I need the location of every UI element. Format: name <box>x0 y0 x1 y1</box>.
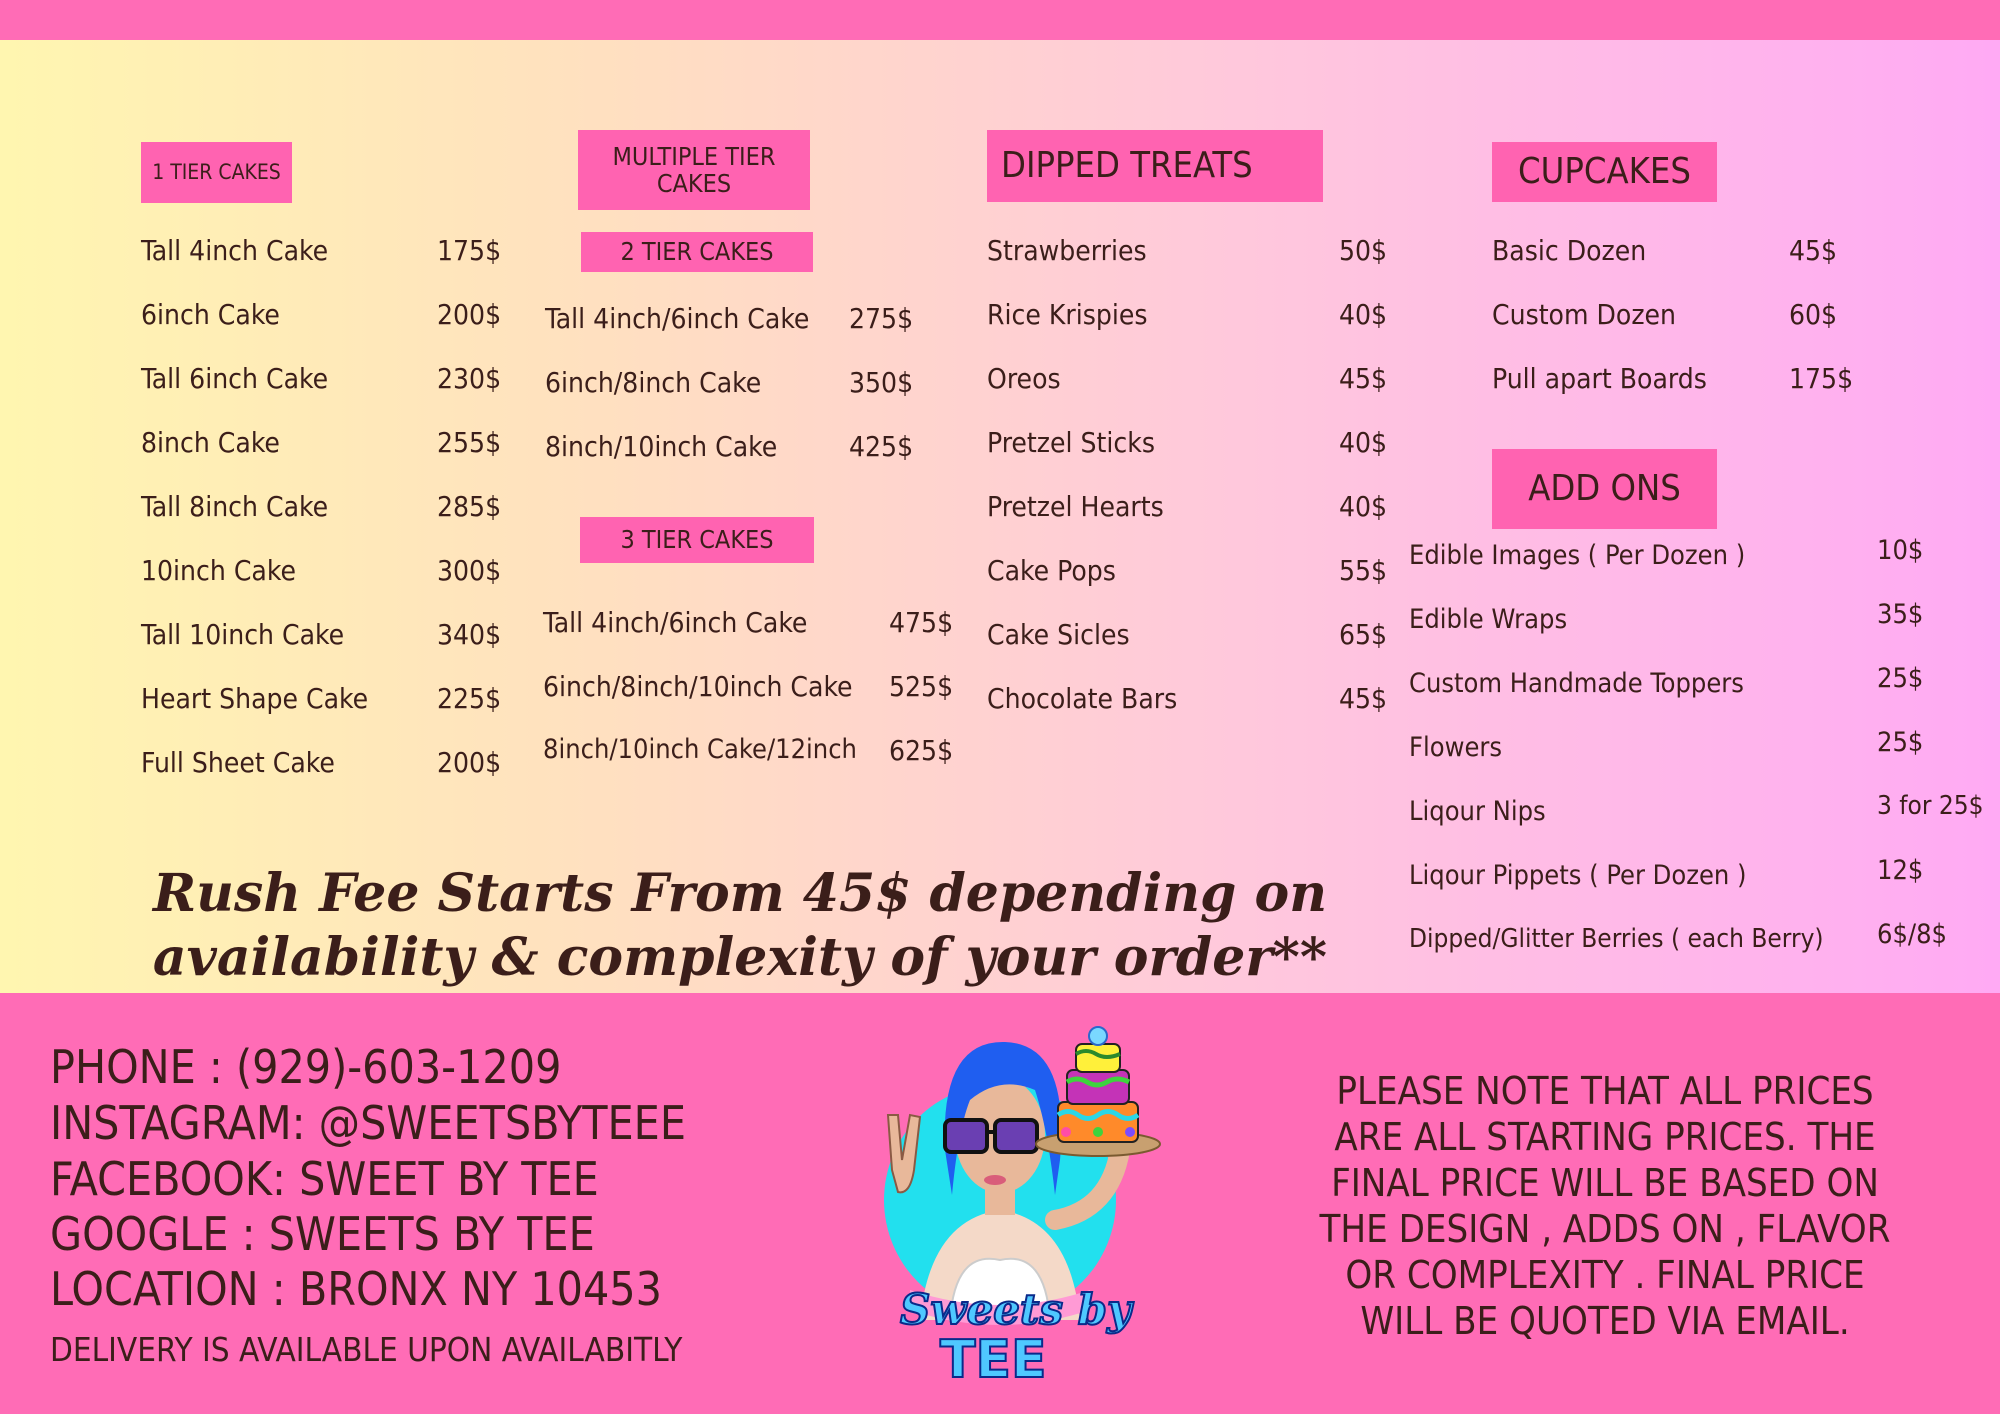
list-item: Cake Sicles <box>987 618 1130 651</box>
list-item-price: 200$ <box>437 298 502 331</box>
list-item: Heart Shape Cake <box>141 682 369 715</box>
multiple-tier-cakes-header: MULTIPLE TIER CAKES <box>578 130 810 210</box>
list-item-price: 65$ <box>1339 618 1388 651</box>
list-item: Cake Pops <box>987 554 1116 587</box>
list-item-price: 35$ <box>1877 599 1924 630</box>
list-item-price: 200$ <box>437 746 502 779</box>
list-item-price: 60$ <box>1789 298 1838 331</box>
two-tier-cakes-header: 2 TIER CAKES <box>581 232 813 272</box>
rush-fee-notice: Rush Fee Starts From 45$ depending on availability & complexity of your order** <box>152 863 1328 988</box>
list-item: 6inch/8inch Cake <box>545 366 762 399</box>
list-item-price: 340$ <box>437 618 502 651</box>
list-item: Tall 4inch/6inch Cake <box>543 606 808 639</box>
list-item: 8inch/10inch Cake <box>545 430 778 463</box>
list-item-price: 6$/8$ <box>1877 919 1947 950</box>
logo-text-line1: Sweets by <box>900 1285 1132 1334</box>
list-item-price: 25$ <box>1877 727 1924 758</box>
list-item: Custom Handmade Toppers <box>1409 668 1744 699</box>
dipped-treats-header: DIPPED TREATS <box>987 130 1323 202</box>
delivery-line: DELIVERY IS AVAILABLE UPON AVAILABITLY <box>50 1330 683 1369</box>
phone-line: PHONE : (929)-603-1209 <box>50 1040 562 1094</box>
list-item-price: 425$ <box>849 430 914 463</box>
list-item-price: 175$ <box>437 234 502 267</box>
list-item-price: 40$ <box>1339 490 1388 523</box>
list-item: Rice Krispies <box>987 298 1148 331</box>
cupcakes-header: CUPCAKES <box>1492 142 1717 202</box>
list-item: Liqour Nips <box>1409 796 1546 827</box>
list-item: Tall 8inch Cake <box>141 490 329 523</box>
list-item-price: 255$ <box>437 426 502 459</box>
list-item-price: 475$ <box>889 606 954 639</box>
list-item: Basic Dozen <box>1492 234 1647 267</box>
list-item-price: 10$ <box>1877 535 1924 566</box>
list-item-price: 45$ <box>1789 234 1838 267</box>
list-item: Tall 4inch/6inch Cake <box>545 302 810 335</box>
list-item: Chocolate Bars <box>987 682 1178 715</box>
list-item-price: 40$ <box>1339 298 1388 331</box>
list-item: Tall 6inch Cake <box>141 362 329 395</box>
list-item-price: 45$ <box>1339 682 1388 715</box>
list-item: Custom Dozen <box>1492 298 1677 331</box>
list-item: Pretzel Sticks <box>987 426 1155 459</box>
list-item-price: 12$ <box>1877 855 1924 886</box>
list-item-price: 525$ <box>889 670 954 703</box>
list-item-price: 285$ <box>437 490 502 523</box>
google-line: GOOGLE : SWEETS BY TEE <box>50 1207 595 1261</box>
pricing-note: PLEASE NOTE THAT ALL PRICES ARE ALL STARTING PRICES. THE FINAL PRICE WILL BE BASED ON THE DESIGN , ADDS ON , FLAVOR OR COMPLEXITY . FINAL PRICE WILL BE QUOTED VIA EMAIL. <box>1319 1069 1891 1343</box>
three-tier-cakes-header: 3 TIER CAKES <box>580 517 814 563</box>
sweets-by-tee-logo <box>870 1020 1170 1390</box>
list-item: Edible Images ( Per Dozen ) <box>1409 540 1746 571</box>
list-item-price: 350$ <box>849 366 914 399</box>
list-item: 6inch/8inch/10inch Cake <box>543 670 853 703</box>
list-item-price: 55$ <box>1339 554 1388 587</box>
list-item-price: 45$ <box>1339 362 1388 395</box>
list-item: 8inch/10inch Cake/12inch <box>543 734 857 765</box>
facebook-line: FACEBOOK: SWEET BY TEE <box>50 1152 599 1206</box>
list-item: Tall 4inch Cake <box>141 234 329 267</box>
list-item: Pull apart Boards <box>1492 362 1707 395</box>
list-item: Dipped/Glitter Berries ( each Berry) <box>1409 924 1824 954</box>
list-item-price: 3 for 25$ <box>1877 791 1984 821</box>
top-band <box>0 0 2000 40</box>
list-item: 8inch Cake <box>141 426 280 459</box>
list-item: 6inch Cake <box>141 298 280 331</box>
list-item: Flowers <box>1409 732 1503 763</box>
list-item: Edible Wraps <box>1409 604 1568 635</box>
list-item-price: 50$ <box>1339 234 1388 267</box>
list-item: Full Sheet Cake <box>141 746 335 779</box>
list-item-price: 275$ <box>849 302 914 335</box>
list-item: Pretzel Hearts <box>987 490 1164 523</box>
list-item-price: 25$ <box>1877 663 1924 694</box>
list-item-price: 625$ <box>889 734 954 767</box>
location-line: LOCATION : BRONX NY 10453 <box>50 1262 662 1316</box>
logo-text-line2: TEE <box>940 1330 1047 1390</box>
list-item: Strawberries <box>987 234 1147 267</box>
list-item: Liqour Pippets ( Per Dozen ) <box>1409 860 1747 891</box>
add-ons-header: ADD ONS <box>1492 449 1717 529</box>
list-item-price: 300$ <box>437 554 502 587</box>
list-item: Tall 10inch Cake <box>141 618 345 651</box>
list-item-price: 40$ <box>1339 426 1388 459</box>
list-item-price: 230$ <box>437 362 502 395</box>
one-tier-cakes-header: 1 TIER CAKES <box>141 142 292 203</box>
list-item: Oreos <box>987 362 1061 395</box>
instagram-line: INSTAGRAM: @SWEETSBYTEEE <box>50 1096 686 1150</box>
list-item-price: 225$ <box>437 682 502 715</box>
list-item-price: 175$ <box>1789 362 1854 395</box>
list-item: 10inch Cake <box>141 554 296 587</box>
